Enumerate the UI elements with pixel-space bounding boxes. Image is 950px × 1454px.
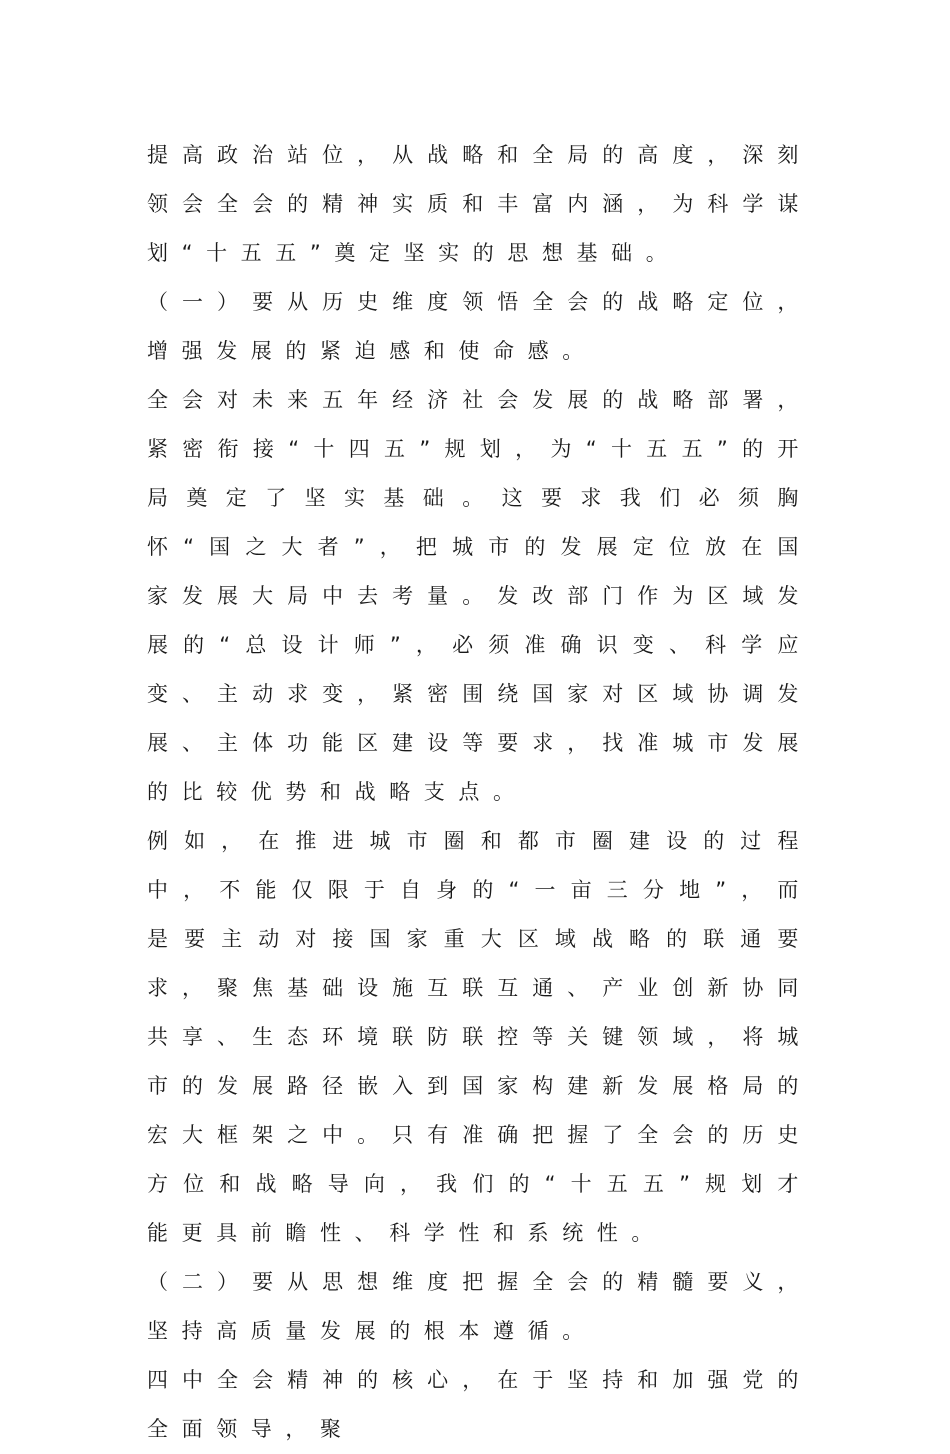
body-paragraph-strategy: 全会对未来五年经济社会发展的战略部署，紧密衔接“十四五”规划，为“十五五”的开局奠定了坚实基础。这要求我们必须胸怀“国之大者”，把城市的发展定位放在国家发展大局中去考量。发改部门作为区域发展的“总设计师”，必须准确识变、科学应变、主动求变，紧密围绕国家对区域协调发展、主体功能区建设等要求，找准城市发展的比较优势和战略支点。 [147,388,812,804]
section-heading-2: （二）要从思想维度把握全会的精髓要义，坚持高质量发展的根本遵循。 [147,1270,812,1343]
body-paragraph-intro: 提高政治站位，从战略和全局的高度，深刻领会全会的精神实质和丰富内涵，为科学谋划“十五五”奠定坚实的思想基础。 [147,143,812,265]
document-page [147,131,812,1454]
body-paragraph-example: 例如，在推进城市圈和都市圈建设的过程中，不能仅限于自身的“一亩三分地”，而是要主动对接国家重大区域战略的联通要求，聚焦基础设施互联互通、产业创新协同共享、生态环境联防联控等关键领域，将城市的发展路径嵌入到国家构建新发展格局的宏大框架之中。只有准确把握了全会的历史方位和战略导向，我们的“十五五”规划才能更具前瞻性、科学性和系统性。 [147,829,812,1245]
section-heading-1: （一）要从历史维度领悟全会的战略定位，增强发展的紧迫感和使命感。 [147,290,812,363]
body-paragraph-core: 四中全会精神的核心，在于坚持和加强党的全面领导，聚 [147,1368,812,1441]
